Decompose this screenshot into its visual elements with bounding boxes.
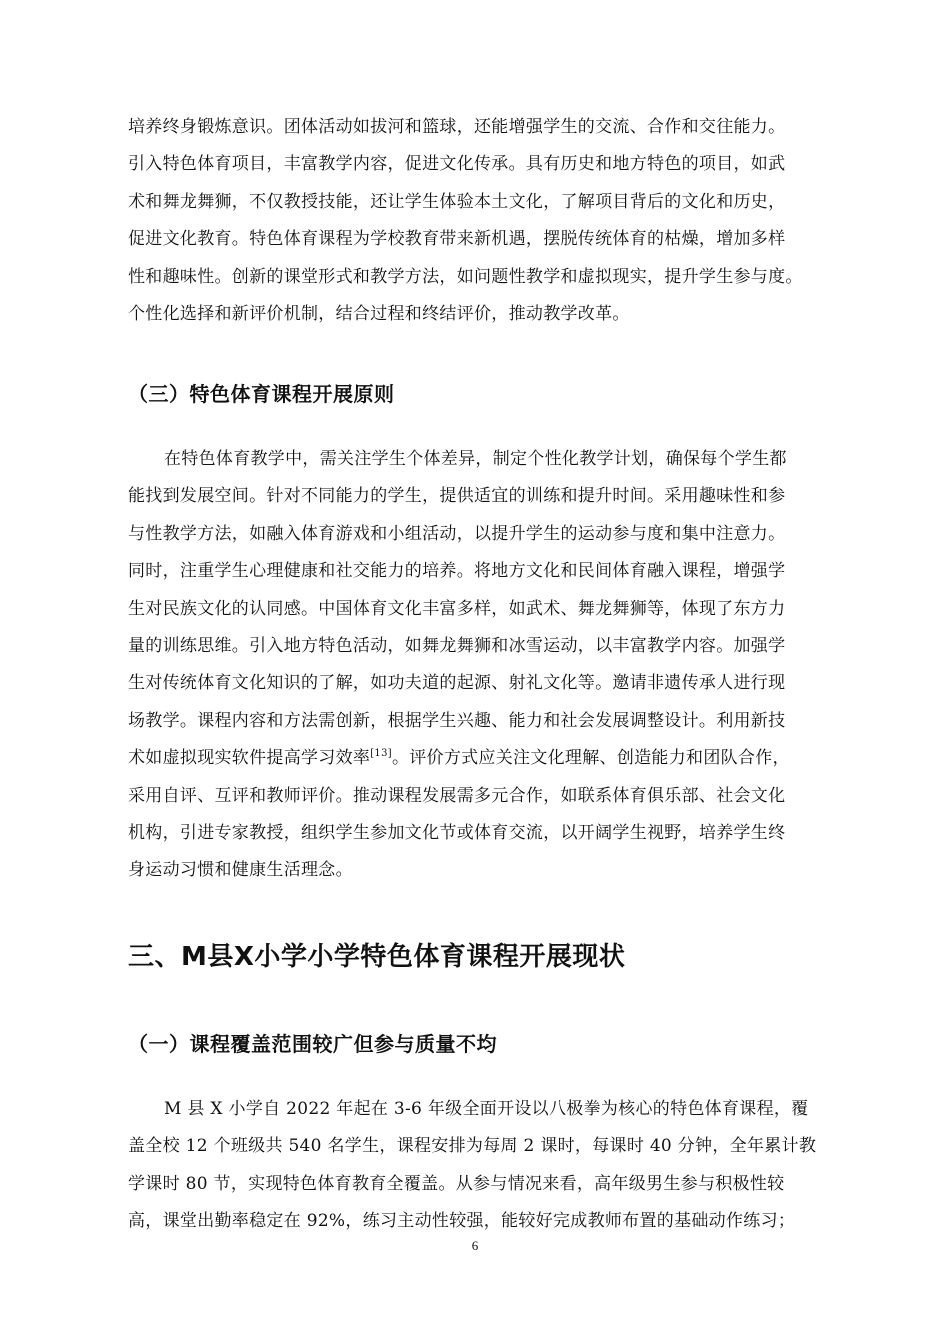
text-line-with-citation xyxy=(128,740,868,777)
text-line: 盖全校 12 个班级共 540 名学生，课程安排为每周 2 课时，每课时 40 分钟，全年累计教 xyxy=(128,1136,817,1157)
text-line: 培养终身锻炼意识。团体活动如拔河和篮球，还能增强学生的交流、合作和交往能力。 xyxy=(128,117,786,137)
text-line: 引入特色体育项目，丰富教学内容，促进文化传承。具有历史和地方特色的项目，如武 xyxy=(128,154,786,175)
text-line: 与性教学方法，如融入体育游戏和小组活动，以提升学生的运动参与度和集中注意力。 xyxy=(128,523,786,544)
heading-section-3: 三、M县X小学小学特色体育课程开展现状 xyxy=(128,942,626,972)
text-line: 采用自评、互评和教师评价。推动课程发展需多元合作，如联系体育俱乐部、社会文化 xyxy=(128,785,786,806)
text-line: 机构，引进专家教授，组织学生参加文化节或体育交流，以开阔学生视野，培养学生终 xyxy=(128,822,786,843)
paragraph-principles xyxy=(128,441,868,890)
paragraph-coverage xyxy=(128,1091,868,1241)
text-line: 个性化选择和新评价机制，结合过程和终结评价，推动教学改革。 xyxy=(128,303,630,324)
text-line: 性和趣味性。创新的课堂形式和教学方法，如问题性教学和虚拟现实，提升学生参与度。 xyxy=(128,266,803,287)
text-line: M 县 X 小学自 2022 年起在 3-6 年级全面开设以八极拳为核心的特色体育课程，覆 xyxy=(164,1099,809,1119)
heading-coverage: （一）课程覆盖范围较广但参与质量不均 xyxy=(128,1032,497,1056)
text-line: 高，课堂出勤率稳定在 92%，练习主动性较强，能较好完成教师布置的基础动作练习； xyxy=(128,1211,796,1232)
text-fragment: 术如虚拟现实软件提高学习效率 xyxy=(128,748,371,769)
text-line: 学课时 80 节，实现特色体育教育全覆盖。从参与情况来看，高年级男生参与积极性较 xyxy=(128,1173,785,1194)
text-line: 促进文化教育。特色体育课程为学校教育带来新机遇，摆脱传统体育的枯燥，增加多样 xyxy=(128,229,786,250)
text-line: 同时，注重学生心理健康和社交能力的培养。将地方文化和民间体育融入课程，增强学 xyxy=(128,561,786,582)
text-line: 身运动习惯和健康生活理念。 xyxy=(128,860,353,881)
text-line: 在特色体育教学中，需关注学生个体差异，制定个性化教学计划，确保每个学生都 xyxy=(164,449,787,469)
text-line: 量的训练思维。引入地方特色活动，如舞龙舞狮和冰雪运动，以丰富教学内容。加强学 xyxy=(128,635,786,656)
citation-marker: [13] xyxy=(370,748,392,760)
text-fragment: 。评价方式应关注文化理解、创造能力和团队合作， xyxy=(391,748,790,769)
heading-principles: （三）特色体育课程开展原则 xyxy=(128,382,395,406)
text-line: 术和舞龙舞狮，不仅教授技能，还让学生体验本土文化，了解项目背后的文化和历史， xyxy=(128,191,786,212)
text-line: 场教学。课程内容和方法需创新，根据学生兴趣、能力和社会发展调整设计。利用新技 xyxy=(128,710,786,731)
text-line: 能找到发展空间。针对不同能力的学生，提供适宜的训练和提升时间。采用趣味性和参 xyxy=(128,486,786,507)
page-number: 6 xyxy=(471,1238,479,1253)
paragraph-cultural-value xyxy=(128,109,868,333)
text-line: 生对民族文化的认同感。中国体育文化丰富多样，如武术、舞龙舞狮等，体现了东方力 xyxy=(128,598,786,619)
text-line: 生对传统体育文化知识的了解，如功夫道的起源、射礼文化等。邀请非遗传承人进行现 xyxy=(128,673,786,694)
